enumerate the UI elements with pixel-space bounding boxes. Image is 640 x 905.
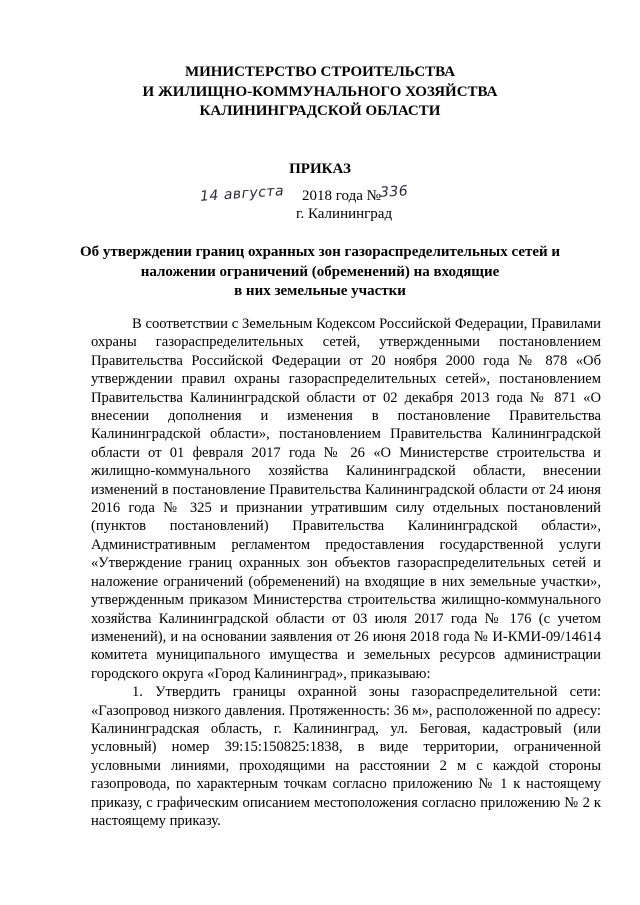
item-1-paragraph: 1. Утвердить границы охранной зоны газораспределительной сети: «Газопровод низкого давления. Протяженность: 36 м», расположенной по адресу: Калининградская область, г. Калининград, ул. Беговая, кадастровый (или условный) номер 39:15:150825:1838, в виде территории, ограниченной условными линиями, проходящими на расстоянии 2 м с каждой стороны газопровода, по характерным точкам согласно приложению № 1 к настоящему приказу, с графическим описанием местоположения согласно приложению № 2 к настоящему приказу.: [91, 684, 601, 829]
title-line-1: Об утверждении границ охранных зон газораспределительных сетей и: [79, 244, 561, 260]
ministry-line-2: И ЖИЛИЩНО-КОММУНАЛЬНОГО ХОЗЯЙСТВА: [142, 83, 498, 100]
order-year-text: 2018 года №: [302, 188, 381, 204]
ministry-line-1: МИНИСТЕРСТВО СТРОИТЕЛЬСТВА: [184, 64, 456, 80]
preamble-paragraph: В соответствии с Земельным Кодексом Российской Федерации, Правилами охраны газораспределительных сетей, утвержденными постановлением Правительства Российской Федерации от 20 ноября 2000 года № 878 «Об утверждении правил охраны газораспределительных сетей», постановлением Правительства Калининградской области от 02 декабря 2013 года № 871 «О внесении дополнения и изменения в постановление Правительства Калининградской области», постановлением Правительства Калининградской области от 01 февраля 2017 года № 26 «О Министерстве строительства и жилищно-коммунального хозяйства Калининградской области, внесении изменений в постановление Правительства Калининградской области от 24 июня 2016 года № 325 и признании утратившим силу отдельных постановлений (пунктов постановлений) Правительства Калининградской области», Административным регламентом предоставления государственной услуги «Утверждение границ охранных зон объектов газораспределительных сетей и наложение ограничений (обременений) на входящие в них земельные участки», утвержденным приказом Министерства строительства жилищно-коммунального хозяйства Калининградской области от 03 июля 2017 года № 176 (с учетом изменений), и на основании заявления от 26 июня 2018 года № И-КМИ-09/14614 комитета муниципального имущества и земельных ресурсов администрации городского округа «Город Калининград», приказываю:: [91, 316, 601, 682]
title-line-2: наложении ограничений (обременений) на входящие: [140, 263, 500, 280]
ministry-line-3: КАЛИНИНГРАДСКОЙ ОБЛАСТИ: [199, 103, 441, 119]
order-title: [0, 243, 640, 302]
ministry-header: [0, 63, 640, 122]
order-body: [91, 315, 601, 830]
document-type-heading: ПРИКАЗ: [289, 161, 351, 177]
order-city: г. Калининград: [296, 206, 393, 222]
title-line-3: в них земельные участки: [234, 283, 406, 299]
handwritten-order-number: 336: [379, 183, 409, 201]
handwritten-date: 14 августа: [199, 183, 285, 205]
